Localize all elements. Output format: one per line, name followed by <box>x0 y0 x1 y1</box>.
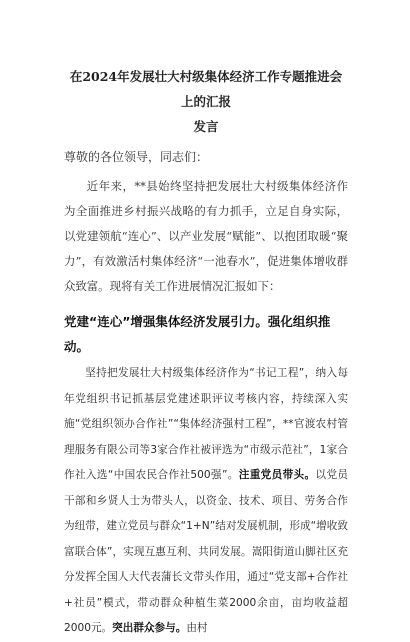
intro-paragraph: 近年来，**县始终坚持把发展壮大村级集体经济作为全面推进乡村振兴战略的有力抓手，立足自身实际，以党建领航“连心”、以产业发展“赋能”、以抱团取暖“聚力”，有效激活村集体经济“一池春水”，促进集体增收群众致富。现将有关工作进展情况汇报如下： <box>64 179 348 293</box>
section-heading-1: 党建“连心”增强集体经济发展引力。强化组织推动。 <box>64 314 331 354</box>
section-bold-b: 注重党员带头。 <box>238 469 316 481</box>
title-line-2: 发言 <box>193 119 219 134</box>
document-page <box>64 64 348 642</box>
section-text-c: 以党员干部和乡贤人士为带头人，以资金、技术、项目、劳务合作为纽带，建立党员与群众“1+N”结对发展机制，形成“增收致富联合体”，实现互惠互利、共同发展。嵩阳街道山脚社区充分发挥全国人大代表蒲长文带头作用，通过“党支部+合作社+社员”模式，带动群众种植生菜2000余亩，亩均收益超2000元。 <box>64 469 348 634</box>
section-text-a: 坚持把发展壮大村级集体经济作为“书记工程”，纳入每年党组织书记抓基层党建述职评议考核内容，持续深入实施“党组织领办合作社”“集体经济强村工程”，**官渡农村管理服务有限公司等3家合作社被评选为“市级示范社”，1家合作社入选“中国农民合作社500强”。 <box>64 367 348 481</box>
title-line-1: 在2024年发展壮大村级集体经济工作专题推进会上的汇报 <box>69 69 343 109</box>
section-paragraph-1 <box>64 361 348 642</box>
section-bold-d: 突出群众参与。 <box>112 622 187 634</box>
salutation: 尊敬的各位领导，同志们： <box>64 150 209 164</box>
section-text-e: 由村 <box>186 622 208 634</box>
document-title <box>64 64 348 139</box>
